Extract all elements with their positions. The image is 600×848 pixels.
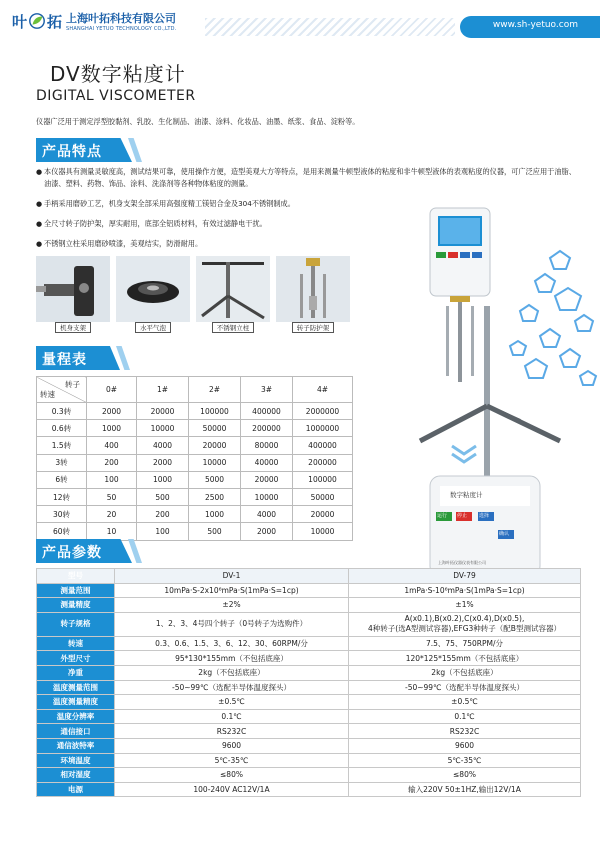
device-screen-title: 数字粘度计 (450, 491, 483, 499)
photo-caption: 转子防护架 (276, 322, 350, 333)
range-table (36, 376, 353, 541)
column-header: 2# (189, 377, 241, 403)
column-header: 3# (241, 377, 293, 403)
photo-caption: 水平气泡 (116, 322, 190, 333)
table-row: 外型尺寸 95*130*155mm（不包括底座） 120*125*155mm（不包括底座） (37, 651, 581, 666)
table-row: 相对湿度 ≤80% ≤80% (37, 768, 581, 783)
params-section-title: 产品参数 (42, 545, 102, 561)
viscometer-illustration (400, 196, 600, 576)
features-section-title: 产品特点 (42, 144, 102, 160)
table-row: 通信接口 RS232C RS232C (37, 724, 581, 739)
range-section-title: 量程表 (42, 352, 87, 368)
device-panel-footer: 上海叶拓仪器仪表有限公司 (438, 560, 486, 565)
company-name (66, 10, 176, 32)
table-row: 12转 50 500 2500 10000 50000 (37, 488, 353, 505)
leaf-icon (28, 12, 46, 30)
company-name-en: SHANGHAI YETUO TECHNOLOGY CO.,LTD. (66, 26, 177, 32)
table-row: 6转 100 1000 5000 20000 100000 (37, 471, 353, 488)
device-confirm-button: 确认 (499, 531, 510, 537)
logo-char-1: 叶 (12, 12, 28, 31)
url-bar (460, 16, 600, 38)
table-row: 温度测量范围 -50~99℃（选配半导体温度探头） -50~99℃（选配半导体温度探头） (37, 680, 581, 695)
header-stripes (205, 18, 455, 36)
table-row: 转速 0.3、0.6、1.5、3、6、12、30、60RPM/分 7.5、75、750RPM/分 (37, 636, 581, 651)
bullet-icon: ● (36, 168, 43, 176)
table-row: 环境温度 5℃-35℃ 5℃-35℃ (37, 753, 581, 768)
table-row: 转子规格 1、2、3、4号四个转子（0号转子为选购件） A(x0.1),B(x0.2),C(x0.4),D(x0.5), 4种转子(选A型测试容器),EFG3种转子（配B型测试容器） (37, 612, 581, 636)
device-run-button: 运行 (437, 513, 448, 519)
table-row: 型号 DV-1 DV-79 (37, 569, 581, 584)
product-title-en: DIGITAL VISCOMETER (36, 88, 196, 104)
company-logo (12, 10, 176, 32)
table-row: 测量范围 10mPa·S-2x10⁶mPa·S(1mPa·S=1cp) 1mPa·S-10⁶mPa·S(1mPa·S=1cp) (37, 583, 581, 598)
column-header: 1# (137, 377, 189, 403)
params-table (36, 568, 581, 797)
device-stop-button: 停止 (457, 513, 468, 519)
bullet-icon: ● (36, 240, 43, 248)
table-row: 测量精度 ±2% ±1% (37, 598, 581, 613)
table-row: 温度分辨率 0.1℃ 0.1℃ (37, 709, 581, 724)
website-url[interactable]: www.sh-yetuo.com (492, 20, 578, 30)
column-header: 4# (293, 377, 353, 403)
detail-photos (36, 256, 350, 322)
table-row: 通信波特率 9600 9600 (37, 738, 581, 753)
params-section-header (36, 539, 146, 563)
table-row: 电源 100-240V AC12V/1A 输入220V 50±1HZ,输出12V/1A (37, 782, 581, 797)
photo-body-stand (36, 256, 110, 322)
device-select-button: 选择 (479, 513, 490, 519)
table-row (37, 377, 353, 403)
table-row: 净重 2kg（不包括底座） 2kg（不包括底座） (37, 665, 581, 680)
photo-spindle-guard (276, 256, 350, 322)
table-row: 温度测量精度 ±0.5℃ ±0.5℃ (37, 695, 581, 710)
bullet-icon: ● (36, 220, 43, 228)
photo-steel-column (196, 256, 270, 322)
feature-item: ● 本仪器具有测量灵敏度高，测试结果可靠，使用操作方便，造型美观大方等特点，是用来测量牛顿型液体的粘度和非牛顿型液体的表观粘度的仪器，可广泛应用于油脂、油漆、塑料、药物、饰品、涂料、洗涤剂等各种物体粘度的测量。 (36, 167, 576, 188)
table-row: 3转 200 2000 10000 40000 200000 (37, 454, 353, 471)
table-row: 30转 20 200 1000 4000 20000 (37, 506, 353, 523)
table-row: 60转 10 100 500 2000 10000 (37, 523, 353, 540)
photo-caption: 不锈钢立柱 (196, 322, 270, 333)
product-title-cn: DV数字粘度计 (50, 62, 186, 86)
photo-level-bubble (116, 256, 190, 322)
table-row: 0.3转 2000 20000 100000 400000 2000000 (37, 403, 353, 420)
logo-char-2: 拓 (47, 12, 63, 31)
range-section-header (36, 346, 132, 370)
page-header (0, 0, 600, 46)
photo-caption: 机身支架 (36, 322, 110, 333)
table-row: 0.6转 1000 10000 50000 200000 1000000 (37, 420, 353, 437)
feature-item: ● 全尺寸转子防护架，厚实耐用，底部全铝质材料，有效过滤静电干扰。 (36, 219, 267, 228)
feature-item: ● 手柄采用磨砂工艺，机身支架全部采用高强度精工镁铝合金及304不锈钢制成。 (36, 199, 295, 208)
features-section-header (36, 138, 146, 162)
product-intro: 仪器广泛用于测定浮型胶黏剂、乳胶、生化制品、油漆、涂料、化妆品、油墨、纸浆、食品、淀粉等。 (36, 117, 360, 126)
column-header: 0# (87, 377, 137, 403)
table-corner: 转子 转速 (37, 377, 87, 403)
table-row: 1.5转 400 4000 20000 80000 400000 (37, 437, 353, 454)
feature-item: ● 不锈钢立柱采用磨砂喷漆，美观结实，防滑耐用。 (36, 239, 203, 248)
bullet-icon: ● (36, 200, 43, 208)
company-name-cn: 上海叶拓科技有限公司 (66, 12, 177, 25)
